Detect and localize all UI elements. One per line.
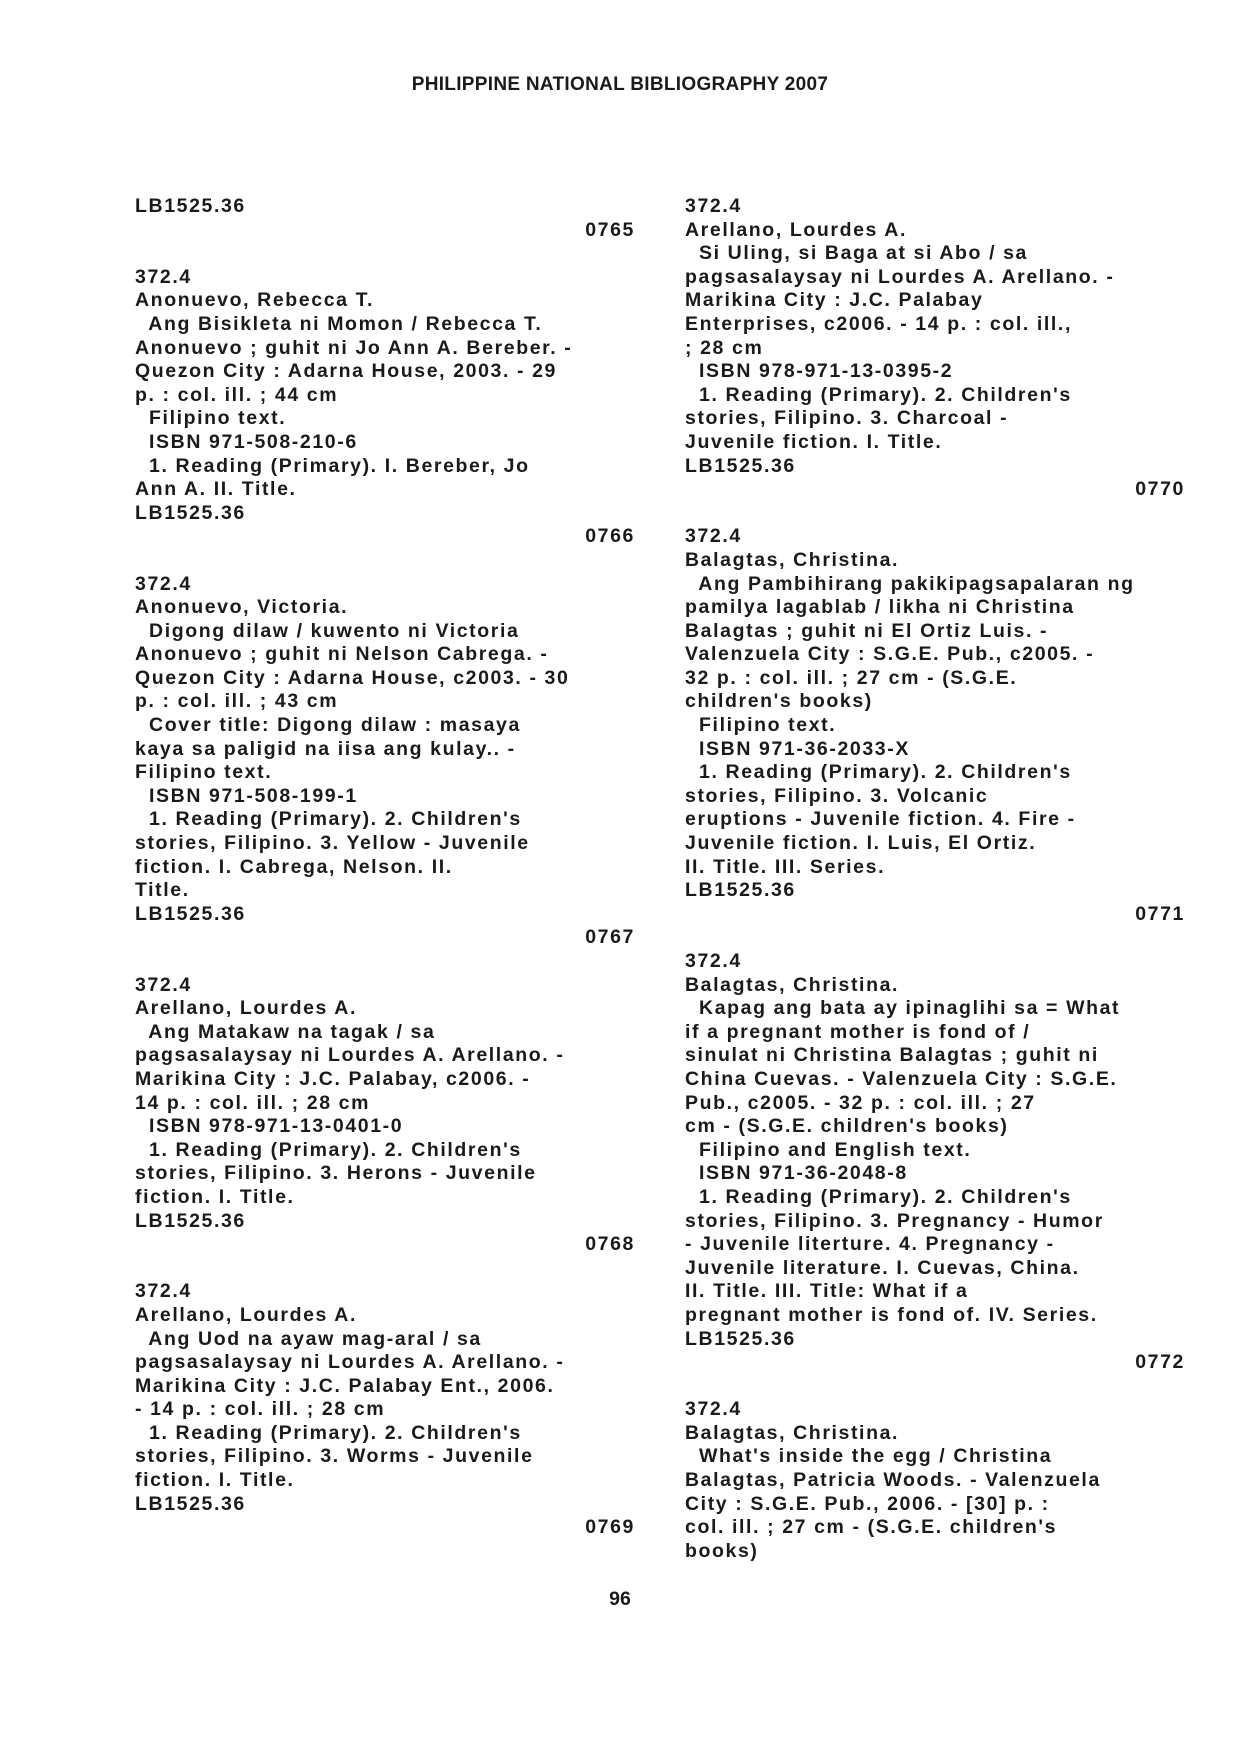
- entry-line: Valenzuela City : S.G.E. Pub., c2005. -: [685, 643, 1095, 666]
- entry-line: - 14 p. : col. ill. ; 28 cm: [135, 1398, 386, 1421]
- entry-line: Quezon City : Adarna House, c2003. - 30: [135, 666, 570, 689]
- entry-line: 1. Reading (Primary). 2. Children's: [685, 1185, 1072, 1208]
- entry-line: LB1525.36: [685, 879, 796, 902]
- entry-line: Marikina City : J.C. Palabay: [685, 289, 984, 312]
- entry-line: p. : col. ill. ; 44 cm: [135, 383, 339, 406]
- entry-line: 1. Reading (Primary). 2. Children's: [135, 1421, 522, 1444]
- entry-line: kaya sa paligid na iisa ang kulay.. -: [135, 737, 516, 760]
- bibliography-entry: [685, 950, 1185, 1398]
- entry-line: stories, Filipino. 3. Charcoal -: [685, 407, 1009, 430]
- entry-line: 1. Reading (Primary). 2. Children's: [135, 808, 522, 831]
- bibliography-entry: [135, 266, 635, 573]
- entry-line: ISBN 978-971-13-0401-0: [135, 1115, 404, 1138]
- entry-line: LB1525.36: [135, 902, 246, 925]
- entry-line: Juvenile literature. I. Cuevas, China.: [685, 1256, 1080, 1279]
- entry-line: ISBN 971-508-199-1: [135, 784, 358, 807]
- entry-line: pagsasalaysay ni Lourdes A. Arellano. -: [135, 1044, 565, 1067]
- entry-line: Filipino and English text.: [685, 1138, 972, 1161]
- record-number: 0772: [1135, 1351, 1185, 1374]
- entry-line: - Juvenile literture. 4. Pregnancy -: [685, 1233, 1055, 1256]
- entry-separator: [685, 1375, 1185, 1399]
- bibliography-entry: [685, 195, 1185, 525]
- entry-line: LB1525.36: [685, 1327, 796, 1350]
- entry-line: II. Title. III. Title: What if a: [685, 1280, 969, 1303]
- entry-separator: [135, 549, 635, 573]
- entry-line: Juvenile fiction. I. Luis, El Ortiz.: [685, 832, 1037, 855]
- record-number: 0765: [585, 218, 635, 241]
- entry-line: Ang Matakaw na tagak / sa: [135, 1020, 436, 1043]
- entry-line: fiction. I. Title.: [135, 1185, 295, 1208]
- entry-line: Ann A. II. Title.: [135, 478, 297, 501]
- right-column: [685, 195, 1185, 1563]
- entry-line: pamilya lagablab / likha ni Christina: [685, 596, 1075, 619]
- record-number: 0770: [1135, 478, 1185, 501]
- record-number: 0771: [1135, 902, 1185, 925]
- entry-line: ISBN 978-971-13-0395-2: [685, 360, 954, 383]
- entry-separator: [135, 1540, 635, 1564]
- entry-line: 372.4: [685, 525, 742, 548]
- entry-line: Cover title: Digong dilaw : masaya: [135, 714, 521, 737]
- entry-line: Marikina City : J.C. Palabay Ent., 2006.: [135, 1374, 555, 1397]
- entry-line: Si Uling, si Baga at si Abo / sa: [685, 242, 1028, 265]
- entry-separator: [135, 242, 635, 266]
- entry-line: fiction. I. Cabrega, Nelson. II.: [135, 855, 453, 878]
- entry-line: if a pregnant mother is fond of /: [685, 1020, 1031, 1043]
- entry-line: stories, Filipino. 3. Herons - Juvenile: [135, 1162, 537, 1185]
- entry-line: books): [685, 1539, 759, 1562]
- page-header: PHILIPPINE NATIONAL BIBLIOGRAPHY 2007: [411, 74, 829, 95]
- record-number: 0767: [585, 926, 635, 949]
- entry-line: Balagtas, Christina.: [685, 1421, 900, 1444]
- entry-line: Quezon City : Adarna House, 2003. - 29: [135, 360, 558, 383]
- entry-line: LB1525.36: [135, 1492, 246, 1515]
- entry-line: Balagtas ; guhit ni El Ortiz Luis. -: [685, 619, 1049, 642]
- entry-line: LB1525.36: [685, 454, 796, 477]
- entry-line: Filipino text.: [685, 714, 837, 737]
- entry-line: 1. Reading (Primary). 2. Children's: [685, 383, 1072, 406]
- entry-line: 372.4: [685, 950, 742, 972]
- entry-line: pagsasalaysay ni Lourdes A. Arellano. -: [685, 265, 1115, 288]
- entry-line: stories, Filipino. 3. Worms - Juvenile: [135, 1445, 534, 1468]
- entry-line: Filipino text.: [135, 407, 287, 430]
- entry-line: 372.4: [135, 1280, 192, 1303]
- entry-line: Filipino text.: [135, 761, 273, 784]
- entry-line: LB1525.36: [135, 501, 246, 524]
- entry-line: pagsasalaysay ni Lourdes A. Arellano. -: [135, 1351, 565, 1374]
- entry-line: City : S.G.E. Pub., 2006. - [30] p. :: [685, 1492, 1050, 1515]
- entry-line: p. : col. ill. ; 43 cm: [135, 690, 339, 713]
- entry-line: 372.4: [135, 572, 192, 595]
- entry-line: ISBN 971-36-2048-8: [685, 1162, 908, 1185]
- entry-line: ISBN 971-36-2033-X: [685, 737, 910, 760]
- entry-line: col. ill. ; 27 cm - (S.G.E. children's: [685, 1516, 1058, 1539]
- entry-line: What's inside the egg / Christina: [685, 1445, 1053, 1468]
- entry-line: Digong dilaw / kuwento ni Victoria: [135, 619, 520, 642]
- entry-line: Enterprises, c2006. - 14 p. : col. ill.,: [685, 312, 1072, 335]
- entry-separator: [685, 926, 1185, 950]
- entry-line: Ang Pambihirang pakikipagsapalaran ng: [685, 572, 1135, 595]
- entry-line: stories, Filipino. 3. Pregnancy - Humor: [685, 1209, 1104, 1232]
- entry-line: stories, Filipino. 3. Yellow - Juvenile: [135, 832, 530, 855]
- bibliography-entry: [135, 573, 635, 974]
- entry-line: China Cuevas. - Valenzuela City : S.G.E.: [685, 1067, 1118, 1090]
- entry-line: Marikina City : J.C. Palabay, c2006. -: [135, 1067, 531, 1090]
- call-number: LB1525.36: [135, 195, 246, 217]
- left-column: [135, 195, 635, 1563]
- entry-line: fiction. I. Title.: [135, 1469, 295, 1492]
- entry-line: 14 p. : col. ill. ; 28 cm: [135, 1091, 371, 1114]
- entry-line: eruptions - Juvenile fiction. 4. Fire -: [685, 808, 1076, 831]
- entry-line: 372.4: [685, 195, 742, 217]
- entry-line: 32 p. : col. ill. ; 27 cm - (S.G.E.: [685, 666, 1018, 689]
- entry-line: Anonuevo, Rebecca T.: [135, 289, 374, 312]
- record-number: 0766: [585, 525, 635, 548]
- entry-line: Pub., c2005. - 32 p. : col. ill. ; 27: [685, 1091, 1036, 1114]
- entry-line: Arellano, Lourdes A.: [135, 1303, 357, 1326]
- entry-line: ISBN 971-508-210-6: [135, 430, 358, 453]
- entry-line: stories, Filipino. 3. Volcanic: [685, 784, 989, 807]
- entry-line: Arellano, Lourdes A.: [135, 997, 357, 1020]
- entry-line: Anonuevo ; guhit ni Nelson Cabrega. -: [135, 643, 549, 666]
- record-number: 0768: [585, 1233, 635, 1256]
- page-number: 96: [609, 1588, 631, 1610]
- entry-line: Balagtas, Christina.: [685, 973, 900, 996]
- entry-line: II. Title. III. Series.: [685, 855, 886, 878]
- entry-line: pregnant mother is fond of. IV. Series.: [685, 1303, 1098, 1326]
- entry-line: sinulat ni Christina Balagtas ; guhit ni: [685, 1044, 1099, 1067]
- entry-line: 1. Reading (Primary). I. Bereber, Jo: [135, 454, 530, 477]
- entry-separator: [135, 950, 635, 974]
- entry-separator: [135, 1257, 635, 1281]
- bibliography-entry: [135, 1280, 635, 1563]
- entry-line: Ang Bisikleta ni Momon / Rebecca T.: [135, 312, 543, 335]
- entry-line: 1. Reading (Primary). 2. Children's: [685, 761, 1072, 784]
- entry-line: Arellano, Lourdes A.: [685, 218, 907, 241]
- entry-line: 372.4: [685, 1398, 742, 1421]
- entry-line: cm - (S.G.E. children's books): [685, 1115, 1009, 1138]
- entry-line: Juvenile fiction. I. Title.: [685, 430, 943, 453]
- entry-line: LB1525.36: [135, 1209, 246, 1232]
- entry-line: 372.4: [135, 265, 192, 288]
- record-number: 0769: [585, 1516, 635, 1539]
- entry-line: children's books): [685, 690, 873, 713]
- entry-line: Anonuevo, Victoria.: [135, 596, 349, 619]
- entry-line: Balagtas, Christina.: [685, 548, 900, 571]
- entry-separator: [685, 502, 1185, 526]
- entry-line: Balagtas, Patricia Woods. - Valenzuela: [685, 1469, 1101, 1492]
- entry-line: 372.4: [135, 973, 192, 996]
- bibliography-entry: [135, 974, 635, 1281]
- entry-line: 1. Reading (Primary). 2. Children's: [135, 1138, 522, 1161]
- entry-line: Title.: [135, 879, 190, 902]
- entry-line: ; 28 cm: [685, 336, 764, 359]
- entry-line: Kapag ang bata ay ipinaglihi sa = What: [685, 997, 1121, 1020]
- entry-line: Anonuevo ; guhit ni Jo Ann A. Bereber. -: [135, 336, 573, 359]
- entry-line: Ang Uod na ayaw mag-aral / sa: [135, 1327, 482, 1350]
- bibliography-entry: [685, 1398, 1185, 1563]
- bibliography-entry: [685, 525, 1185, 950]
